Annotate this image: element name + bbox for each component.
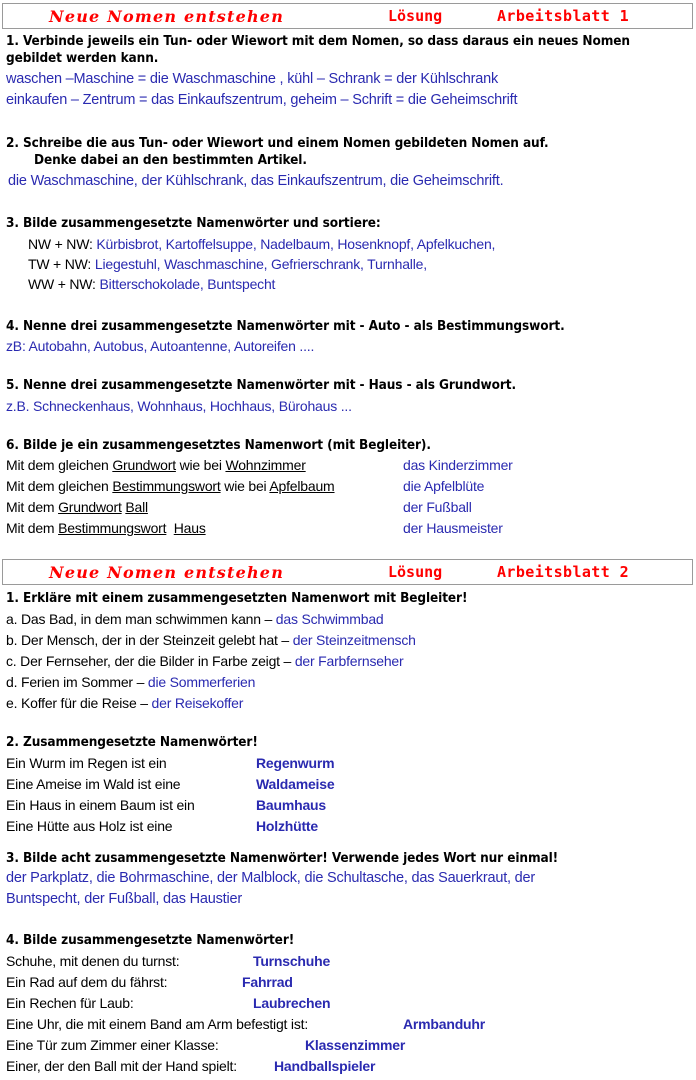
sheet1-ex6-row-mid xyxy=(166,520,173,536)
sheet2-ex3-answer-line1: der Parkplatz, die Bohrmaschine, der Malblock, die Schultasche, das Sauerkraut, der xyxy=(6,870,536,886)
sheet2-ex2-row-question: Eine Ameise im Wald ist eine xyxy=(6,776,181,792)
sheet2-ex1-row-question: e. Koffer für die Reise – xyxy=(6,695,152,711)
sheet2-ex4-row-question: Schuhe, mit denen du turnst: xyxy=(6,953,180,969)
sheet2-ex1-row-question: d. Ferien im Sommer – xyxy=(6,674,148,690)
sheet2-ex3-prompt: 3. Bilde acht zusammengesetzte Namenwörter! Verwende jedes Wort nur einmal! xyxy=(6,850,559,866)
sheet1-ex1-prompt-line2: gebildet werden kann. xyxy=(6,50,159,66)
sheet1-ex4-prompt: 4. Nenne drei zusammengesetzte Namenwörter mit - Auto - als Bestimmungswort. xyxy=(6,318,565,334)
sheet2-ex1-row xyxy=(6,632,416,649)
sheet1-ex3-row-label: TW + NW: xyxy=(28,256,92,272)
sheet1-ex2-prompt-line1: 2. Schreibe die aus Tun- oder Wiewort und einem Nomen gebildeten Nomen auf. xyxy=(6,135,549,151)
sheet2-sheet-label: Arbeitsblatt 2 xyxy=(497,563,630,581)
sheet2-ex1-row-answer: der Reisekoffer xyxy=(151,695,244,711)
sheet2-ex2-row-answer: Regenwurm xyxy=(256,755,335,771)
sheet2-ex3-answer-line2: Buntspecht, der Fußball, das Haustier xyxy=(6,891,242,907)
sheet1-ex3-row xyxy=(28,236,495,253)
sheet1-ex6-row-pre: Mit dem gleichen xyxy=(6,457,113,473)
sheet2-ex2-prompt: 2. Zusammengesetzte Namenwörter! xyxy=(6,734,258,750)
sheet1-ex6-row-pre: Mit dem xyxy=(6,520,59,536)
sheet1-ex6-row xyxy=(6,520,206,537)
sheet2-solution-label: Lösung xyxy=(388,563,443,581)
sheet1-ex6-row-term2: Wohnzimmer xyxy=(225,457,306,473)
sheet2-ex2-row-question: Ein Haus in einem Baum ist ein xyxy=(6,797,195,813)
sheet2-ex2-row-question: Ein Wurm im Regen ist ein xyxy=(6,755,167,771)
sheet2-ex1-row-answer: der Steinzeitmensch xyxy=(292,632,416,648)
sheet1-ex6-row-term1: Bestimmungswort xyxy=(112,478,221,494)
sheet1-ex6-row-pre: Mit dem xyxy=(6,499,59,515)
sheet1-ex3-row-label: WW + NW: xyxy=(28,276,96,292)
sheet1-ex6-row-answer: der Hausmeister xyxy=(403,520,503,536)
sheet1-ex6-prompt: 6. Bilde je ein zusammengesetztes Namenwort (mit Begleiter). xyxy=(6,437,431,453)
sheet1-ex2-answer: die Waschmaschine, der Kühlschrank, das Einkaufszentrum, die Geheimschrift. xyxy=(8,173,504,189)
sheet2-ex1-row-answer: das Schwimmbad xyxy=(275,611,384,627)
sheet1-ex1-answer-line2: einkaufen – Zentrum = das Einkaufszentrum, geheim – Schrift = die Geheimschrift xyxy=(6,92,518,108)
sheet2-ex1-row-question: b. Der Mensch, der in der Steinzeit gelebt hat – xyxy=(6,632,293,648)
sheet2-ex2-row-answer: Waldameise xyxy=(256,776,335,792)
sheet2-ex1-row-answer: der Farbfernseher xyxy=(294,653,404,669)
sheet2-ex4-row-question: Ein Rad auf dem du fährst: xyxy=(6,974,168,990)
sheet1-solution-label: Lösung xyxy=(388,7,443,25)
sheet1-ex3-row-label: NW + NW: xyxy=(28,236,93,252)
sheet1-ex6-row-term1: Grundwort xyxy=(58,499,122,515)
sheet1-ex3-row-answer: Liegestuhl, Waschmaschine, Gefrierschrank, Turnhalle, xyxy=(94,256,427,272)
sheet2-ex4-row-question: Ein Rechen für Laub: xyxy=(6,995,134,1011)
sheet1-sheet-label: Arbeitsblatt 1 xyxy=(497,7,630,25)
sheet2-ex4-row-answer: Armbanduhr xyxy=(403,1016,486,1032)
sheet2-ex1-row xyxy=(6,695,243,712)
sheet2-ex4-prompt: 4. Bilde zusammengesetzte Namenwörter! xyxy=(6,932,295,948)
sheet1-ex2-prompt-line2: Denke dabei an den bestimmten Artikel. xyxy=(34,152,307,168)
sheet2-banner xyxy=(2,559,693,585)
sheet1-ex6-row-mid: wie bei xyxy=(175,457,226,473)
sheet1-ex6-row xyxy=(6,499,148,516)
sheet1-ex6-row-answer: der Fußball xyxy=(403,499,472,515)
sheet1-title: Neue Nomen entstehen xyxy=(49,6,285,26)
sheet1-banner xyxy=(2,3,693,29)
sheet1-ex6-row-answer: das Kinderzimmer xyxy=(403,457,513,473)
sheet1-ex6-row-term2: Haus xyxy=(173,520,206,536)
sheet1-ex4-answer: zB: Autobahn, Autobus, Autoantenne, Autoreifen .... xyxy=(6,338,315,354)
sheet2-ex4-row-question: Eine Tür zum Zimmer einer Klasse: xyxy=(6,1037,219,1053)
sheet2-ex2-row-question: Eine Hütte aus Holz ist eine xyxy=(6,818,173,834)
sheet2-ex1-row xyxy=(6,653,403,670)
sheet2-ex4-row-answer: Handballspieler xyxy=(274,1058,376,1074)
sheet2-ex1-row xyxy=(6,674,255,691)
sheet1-ex3-row-answer: Kürbisbrot, Kartoffelsuppe, Nadelbaum, Hosenknopf, Apfelkuchen, xyxy=(96,236,496,252)
sheet1-ex6-row-mid: wie bei xyxy=(220,478,270,494)
sheet1-ex3-row-answer: Bitterschokolade, Buntspecht xyxy=(99,276,276,292)
sheet2-ex4-row-answer: Turnschuhe xyxy=(253,953,331,969)
sheet1-ex1-answer-line1: waschen –Maschine = die Waschmaschine , kühl – Schrank = der Kühlschrank xyxy=(6,71,499,87)
sheet1-ex1-prompt-line1: 1. Verbinde jeweils ein Tun- oder Wiewort mit dem Nomen, so dass daraus ein neues Nomen xyxy=(6,33,630,49)
sheet1-ex6-row-answer: die Apfelblüte xyxy=(403,478,485,494)
sheet2-ex2-row-answer: Holzhütte xyxy=(256,818,318,834)
sheet2-title: Neue Nomen entstehen xyxy=(49,562,285,582)
sheet1-ex6-row-pre: Mit dem gleichen xyxy=(6,478,113,494)
sheet2-ex2-row-answer: Baumhaus xyxy=(256,797,326,813)
sheet2-ex1-row-question: a. Das Bad, in dem man schwimmen kann – xyxy=(6,611,276,627)
sheet1-ex6-row-term1: Bestimmungswort xyxy=(58,520,167,536)
sheet1-ex3-row xyxy=(28,256,427,273)
sheet1-ex5-answer: z.B. Schneckenhaus, Wohnhaus, Hochhaus, Bürohaus ... xyxy=(6,398,352,414)
sheet2-ex4-row-question: Eine Uhr, die mit einem Band am Arm befestigt ist: xyxy=(6,1016,309,1032)
sheet1-ex5-prompt: 5. Nenne drei zusammengesetzte Namenwörter mit - Haus - als Grundwort. xyxy=(6,377,516,393)
sheet2-ex1-prompt: 1. Erkläre mit einem zusammengesetzten Namenwort mit Begleiter! xyxy=(6,590,468,606)
sheet1-ex6-row xyxy=(6,478,335,495)
sheet2-ex1-row-question: c. Der Fernseher, der die Bilder in Farbe zeigt – xyxy=(6,653,295,669)
sheet2-ex4-row-answer: Laubrechen xyxy=(253,995,331,1011)
sheet1-ex6-row-term1: Grundwort xyxy=(112,457,176,473)
sheet1-ex3-prompt: 3. Bilde zusammengesetzte Namenwörter und sortiere: xyxy=(6,215,381,231)
sheet2-ex1-row-answer: die Sommerferien xyxy=(147,674,256,690)
sheet2-ex4-row-answer: Klassenzimmer xyxy=(305,1037,406,1053)
sheet2-ex4-row-question: Einer, der den Ball mit der Hand spielt: xyxy=(6,1058,237,1074)
sheet2-ex1-row xyxy=(6,611,384,628)
sheet1-ex6-row xyxy=(6,457,306,474)
sheet2-ex4-row-answer: Fahrrad xyxy=(242,974,293,990)
sheet1-ex3-row xyxy=(28,276,275,293)
sheet1-ex6-row-term2: Ball xyxy=(125,499,148,515)
sheet1-ex6-row-term2: Apfelbaum xyxy=(269,478,335,494)
